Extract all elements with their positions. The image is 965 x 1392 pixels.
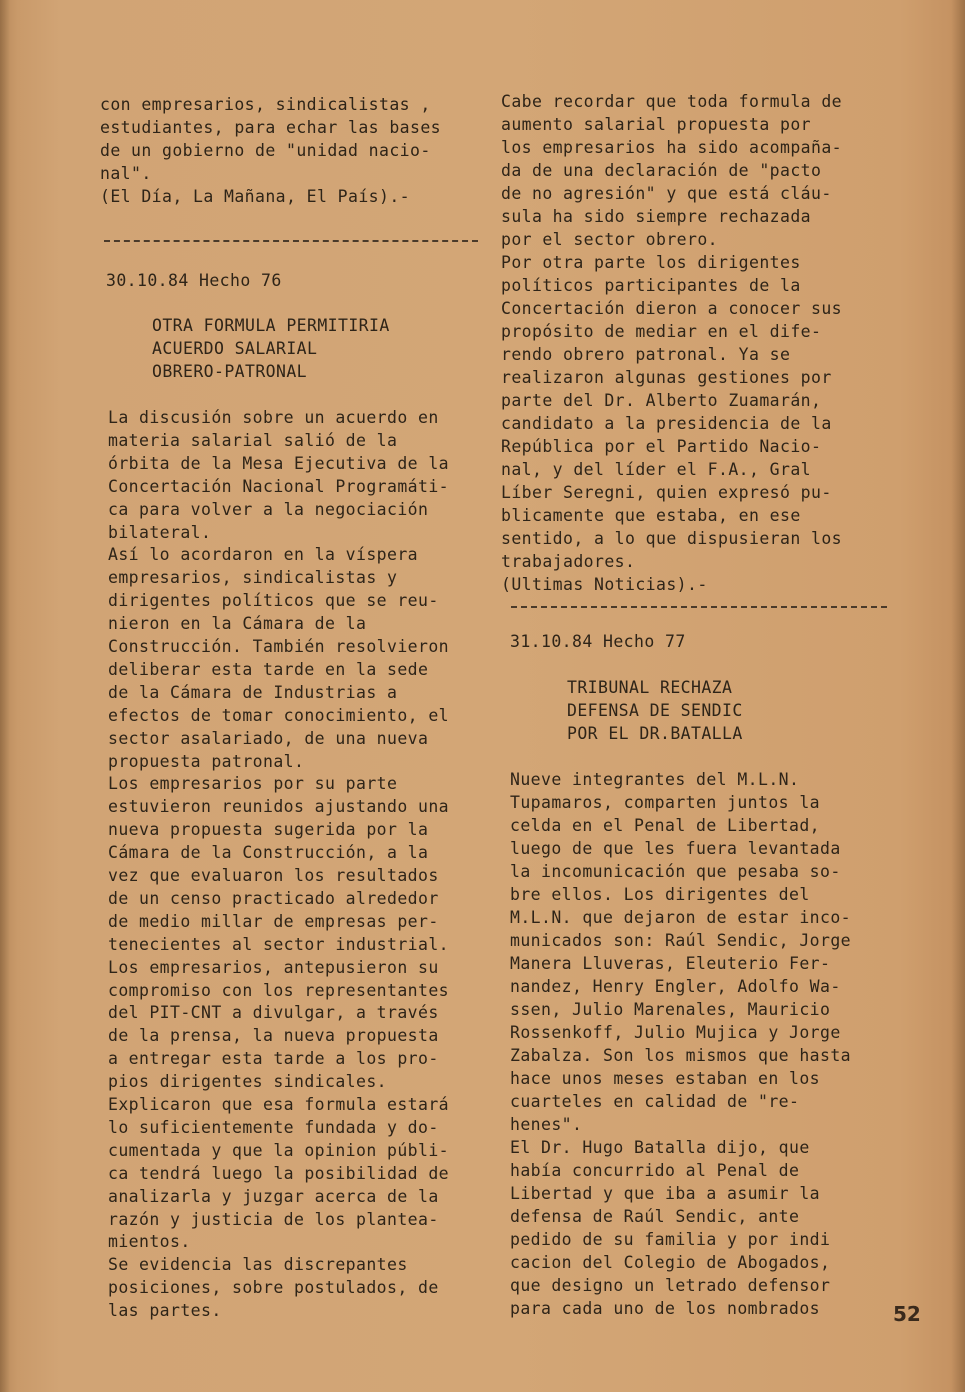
article-text-line: ca para volver a la negociación [108, 499, 429, 519]
article-text-line: había concurrido al Penal de [510, 1161, 800, 1180]
article-text-line: deliberar esta tarde en la sede [108, 659, 429, 679]
article-text-line: de un censo practicado alrededor [108, 888, 439, 908]
article-text-line: compromiso con los representantes [108, 980, 450, 1000]
article-text-line: realizaron algunas gestiones por [501, 368, 832, 387]
article-text-line: M.L.N. que dejaron de estar inco- [510, 908, 852, 927]
article-text-line: de no agresión" y que está cláu- [501, 184, 832, 203]
article-text-line: de la Cámara de Industrias a [108, 682, 398, 702]
article-text-line: Los empresarios, antepusieron su [108, 957, 439, 977]
article-text-line: Zabalza. Son los mismos que hasta [510, 1046, 852, 1065]
article-text-line: de un gobierno de "unidad nacio- [100, 141, 431, 160]
article-title-line: OTRA FORMULA PERMITIRIA [152, 316, 390, 335]
article-text-line: ca tendrá luego la posibilidad de [108, 1163, 450, 1183]
separator-left [104, 240, 478, 242]
article-text-line: Así lo acordaron en la víspera [108, 545, 419, 565]
hecho-header: 30.10.84 Hecho 76 [106, 271, 282, 290]
article-text-line: razón y justicia de los plantea- [108, 1209, 439, 1229]
article-text-line: Nueve integrantes del M.L.N. [510, 770, 800, 789]
page-left-shadow [0, 0, 10, 1392]
article-text-line: El Dr. Hugo Batalla dijo, que [510, 1138, 810, 1157]
article-text-line: las partes. [108, 1301, 222, 1321]
article-text-line: políticos participantes de la [501, 276, 801, 295]
article-text-line: la incomunicación que pesaba so- [510, 862, 841, 881]
article-text-line: dirigentes políticos que se reu- [108, 591, 439, 611]
article-text-line: Se evidencia las discrepantes [108, 1255, 408, 1275]
article-text-line: sula ha sido siempre rechazada [501, 207, 812, 226]
article-text-line: Por otra parte los dirigentes [501, 253, 801, 272]
article-text-line: de la prensa, la nueva propuesta [108, 1026, 439, 1046]
article-text-line: Cámara de la Construcción, a la [108, 843, 429, 863]
article-text-line: da de una declaración de "pacto [501, 161, 822, 180]
article-text-line: propuesta patronal. [108, 751, 305, 771]
article-text-line: cumentada y que la opinion públi- [108, 1140, 450, 1160]
article-text-line: celda en el Penal de Libertad, [510, 816, 821, 835]
article-text-line: Tupamaros, comparten juntos la [510, 793, 821, 812]
article-text-line: Los empresarios por su parte [108, 774, 398, 794]
article-text-line: del PIT-CNT a divulgar, a través [108, 1003, 439, 1023]
article-text-line: estuvieron reunidos ajustando una [108, 797, 450, 817]
article-text-line: nal". [100, 164, 152, 183]
article-text-line: bilateral. [108, 522, 212, 542]
article-text-line: sentido, a lo que dispusieran los [501, 529, 843, 548]
article-text-line: de medio millar de empresas per- [108, 911, 439, 931]
article-text-line: rendo obrero patronal. Ya se [501, 345, 791, 364]
article-text-line: que designo un letrado defensor [510, 1276, 831, 1295]
page-right-shadow [951, 0, 965, 1392]
article-text-line: nal, y del líder el F.A., Gral [501, 460, 812, 479]
article-text-line: materia salarial salió de la [108, 430, 398, 450]
article-text-line: vez que evaluaron los resultados [108, 866, 439, 885]
article-text-line: con empresarios, sindicalistas , [100, 95, 431, 114]
article-text-line: trabajadores. [501, 552, 636, 571]
article-text-line: empresarios, sindicalistas y [108, 568, 398, 588]
article-text-line: cacion del Colegio de Abogados, [510, 1253, 831, 1272]
article-text-line: La discusión sobre un acuerdo en [108, 408, 439, 427]
article-text-line: lo suficientemente fundada y do- [108, 1117, 439, 1137]
hecho-header: 31.10.84 Hecho 77 [510, 632, 686, 651]
article-text-line: mientos. [108, 1232, 191, 1252]
article-text-line: Manera Lluveras, Eleuterio Fer- [510, 954, 831, 973]
article-text-line: Líber Seregni, quien expresó pu- [501, 483, 832, 502]
article-text-line: Construcción. También resolvieron [108, 637, 450, 656]
article-text-line: Rossenkoff, Julio Mujica y Jorge [510, 1023, 841, 1042]
article-text-line: Concertación dieron a conocer sus [501, 299, 843, 318]
article-text-line: propósito de mediar en el dife- [501, 322, 822, 341]
article-text-line: defensa de Raúl Sendic, ante [510, 1207, 800, 1226]
article-text-line: República por el Partido Nacio- [501, 437, 822, 456]
article-text-line: por el sector obrero. [501, 230, 719, 249]
article-title-line: POR EL DR.BATALLA [567, 724, 743, 743]
article-text-line: a entregar esta tarde a los pro- [108, 1049, 439, 1069]
page-number: 52 [893, 1302, 921, 1326]
article-text-line: pedido de su familia y por indi [510, 1230, 831, 1249]
article-text-line: efectos de tomar conocimiento, el [108, 705, 450, 725]
article-text-line: municados son: Raúl Sendic, Jorge [510, 931, 852, 950]
article-text-line: candidato a la presidencia de la [501, 414, 832, 433]
article-text-line: posiciones, sobre postulados, de [108, 1278, 439, 1298]
article-title-line: TRIBUNAL RECHAZA [567, 678, 733, 697]
article-title-line: ACUERDO SALARIAL [152, 339, 318, 358]
article-text-line: parte del Dr. Alberto Zuamarán, [501, 391, 822, 410]
article-text-line: Explicaron que esa formula estará [108, 1095, 450, 1114]
article-text-line: (Ultimas Noticias).- [501, 575, 708, 594]
article-text-line: Libertad y que iba a asumir la [510, 1184, 821, 1203]
article-text-line: tenecientes al sector industrial. [108, 934, 450, 954]
article-text-line: para cada uno de los nombrados [510, 1299, 821, 1318]
article-text-line: cuarteles en calidad de "re- [510, 1092, 800, 1111]
article-text-line: Cabe recordar que toda formula de [501, 92, 843, 111]
article-text-line: henes". [510, 1115, 583, 1134]
article-text-line: órbita de la Mesa Ejecutiva de la [108, 453, 450, 473]
article-title-line: DEFENSA DE SENDIC [567, 701, 743, 720]
article-text-line: (El Día, La Mañana, El País).- [100, 187, 411, 206]
article-title-line: OBRERO-PATRONAL [152, 362, 308, 381]
article-text-line: luego de que les fuera levantada [510, 839, 841, 858]
article-text-line: sector asalariado, de una nueva [108, 728, 429, 748]
article-text-line: hace unos meses estaban en los [510, 1069, 821, 1088]
article-text-line: los empresarios ha sido acompaña- [501, 138, 843, 157]
article-text-line: Concertación Nacional Programáti- [108, 476, 450, 496]
article-text-line: nieron en la Cámara de la [108, 614, 367, 634]
article-text-line: ssen, Julio Marenales, Mauricio [510, 1000, 831, 1019]
article-text-line: nueva propuesta sugerida por la [108, 820, 429, 840]
separator-right [511, 606, 887, 608]
article-text-line: blicamente que estaba, en ese [501, 506, 801, 525]
article-text-line: estudiantes, para echar las bases [100, 118, 442, 137]
article-text-line: pios dirigentes sindicales. [108, 1072, 388, 1092]
article-text-line: nandez, Henry Engler, Adolfo Wa- [510, 977, 841, 996]
article-text-line: aumento salarial propuesta por [501, 115, 812, 134]
article-text-line: analizarla y juzgar acerca de la [108, 1186, 439, 1206]
article-text-line: bre ellos. Los dirigentes del [510, 885, 810, 904]
